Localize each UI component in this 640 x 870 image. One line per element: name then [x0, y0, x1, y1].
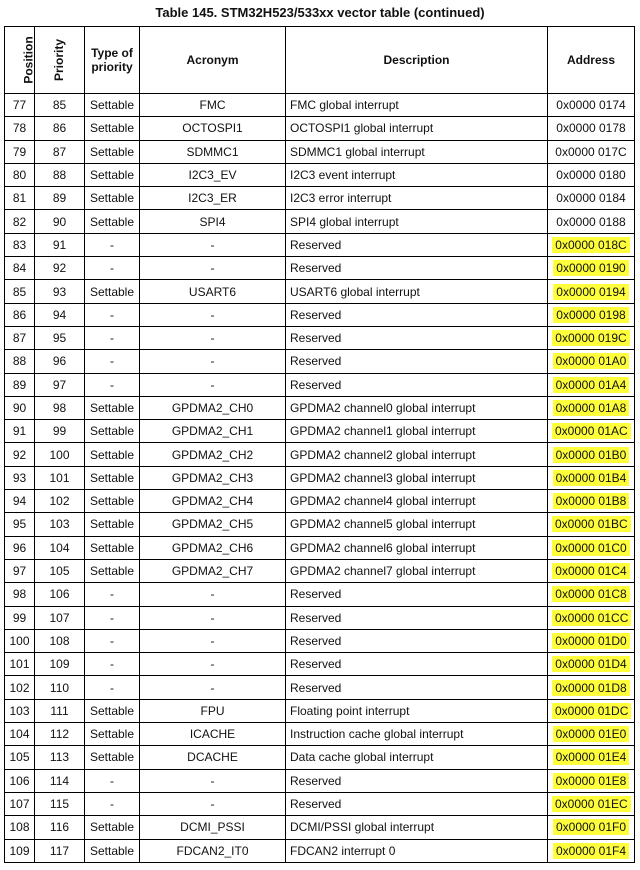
table-row [5, 187, 635, 210]
cell-description: FMC global interrupt [286, 94, 548, 117]
cell-position: 103 [5, 699, 35, 722]
cell-position: 84 [5, 257, 35, 280]
table-row [5, 94, 635, 117]
cell-position: 108 [5, 816, 35, 839]
cell-priority: 103 [35, 513, 85, 536]
address-highlight: 0x0000 019C [552, 330, 629, 346]
address-highlight: 0x0000 01C4 [552, 563, 629, 579]
table-row [5, 653, 635, 676]
cell-type: - [85, 350, 140, 373]
cell-description: Reserved [286, 303, 548, 326]
cell-address [548, 723, 635, 746]
address-highlight: 0x0000 018C [552, 237, 629, 253]
cell-priority: 105 [35, 559, 85, 582]
cell-acronym: - [140, 583, 286, 606]
cell-acronym: I2C3_EV [140, 163, 286, 186]
cell-acronym: USART6 [140, 280, 286, 303]
address-highlight: 0x0000 01D4 [552, 656, 629, 672]
cell-priority: 104 [35, 536, 85, 559]
table-row [5, 117, 635, 140]
header-address: Address [548, 27, 635, 94]
cell-acronym: - [140, 303, 286, 326]
cell-position: 85 [5, 280, 35, 303]
cell-type: Settable [85, 839, 140, 862]
cell-position: 97 [5, 559, 35, 582]
cell-description: Reserved [286, 606, 548, 629]
cell-priority: 90 [35, 210, 85, 233]
cell-type: Settable [85, 490, 140, 513]
cell-position: 104 [5, 723, 35, 746]
cell-priority: 99 [35, 420, 85, 443]
cell-priority: 107 [35, 606, 85, 629]
cell-address [548, 583, 635, 606]
cell-address [548, 117, 635, 140]
cell-description: SPI4 global interrupt [286, 210, 548, 233]
address-value: 0x0000 0178 [556, 121, 626, 136]
cell-type: Settable [85, 699, 140, 722]
cell-description: Reserved [286, 350, 548, 373]
cell-address [548, 94, 635, 117]
cell-type: Settable [85, 420, 140, 443]
table-row [5, 746, 635, 769]
cell-type: Settable [85, 536, 140, 559]
table-row [5, 583, 635, 606]
cell-description: Data cache global interrupt [286, 746, 548, 769]
cell-position: 77 [5, 94, 35, 117]
cell-priority: 111 [35, 699, 85, 722]
cell-priority: 101 [35, 466, 85, 489]
cell-priority: 88 [35, 163, 85, 186]
address-value: 0x0000 0174 [556, 98, 626, 113]
cell-description: Reserved [286, 373, 548, 396]
cell-description: GPDMA2 channel4 global interrupt [286, 490, 548, 513]
cell-acronym: FDCAN2_IT0 [140, 839, 286, 862]
cell-priority: 86 [35, 117, 85, 140]
address-highlight: 0x0000 01E0 [553, 726, 630, 742]
cell-type: Settable [85, 187, 140, 210]
table-row [5, 816, 635, 839]
table-row [5, 373, 635, 396]
header-position [5, 27, 35, 94]
cell-priority: 85 [35, 94, 85, 117]
cell-acronym: - [140, 350, 286, 373]
cell-description: Reserved [286, 653, 548, 676]
cell-position: 96 [5, 536, 35, 559]
cell-type: - [85, 606, 140, 629]
cell-position: 91 [5, 420, 35, 443]
cell-type: Settable [85, 746, 140, 769]
table-row [5, 210, 635, 233]
cell-address [548, 326, 635, 349]
header-description: Description [286, 27, 548, 94]
cell-type: Settable [85, 559, 140, 582]
cell-priority: 117 [35, 839, 85, 862]
address-highlight: 0x0000 01A8 [553, 400, 630, 416]
cell-type: - [85, 769, 140, 792]
cell-description: Reserved [286, 629, 548, 652]
cell-address [548, 816, 635, 839]
header-priority-label: Priority [52, 38, 67, 82]
cell-description: GPDMA2 channel0 global interrupt [286, 396, 548, 419]
cell-priority: 96 [35, 350, 85, 373]
address-highlight: 0x0000 01F0 [553, 819, 629, 835]
cell-description: USART6 global interrupt [286, 280, 548, 303]
table-row [5, 559, 635, 582]
address-highlight: 0x0000 01DC [552, 703, 631, 719]
table-caption: Table 145. STM32H523/533xx vector table (continued) [155, 5, 485, 20]
cell-acronym: - [140, 257, 286, 280]
cell-address [548, 396, 635, 419]
address-highlight: 0x0000 0198 [553, 307, 628, 323]
cell-address [548, 536, 635, 559]
address-highlight: 0x0000 01A4 [553, 377, 630, 393]
address-highlight: 0x0000 01E4 [553, 749, 630, 765]
cell-type: Settable [85, 117, 140, 140]
cell-position: 90 [5, 396, 35, 419]
table-row [5, 490, 635, 513]
cell-type: Settable [85, 140, 140, 163]
cell-acronym: GPDMA2_CH5 [140, 513, 286, 536]
address-value: 0x0000 0180 [556, 168, 626, 183]
cell-position: 95 [5, 513, 35, 536]
table-row [5, 350, 635, 373]
cell-position: 88 [5, 350, 35, 373]
address-highlight: 0x0000 01B0 [553, 447, 630, 463]
cell-acronym: FPU [140, 699, 286, 722]
cell-description: I2C3 event interrupt [286, 163, 548, 186]
address-value: 0x0000 017C [555, 144, 627, 159]
cell-position: 99 [5, 606, 35, 629]
address-highlight: 0x0000 01D8 [552, 680, 629, 696]
cell-priority: 108 [35, 629, 85, 652]
cell-type: - [85, 257, 140, 280]
cell-priority: 106 [35, 583, 85, 606]
cell-priority: 110 [35, 676, 85, 699]
cell-priority: 116 [35, 816, 85, 839]
cell-acronym: - [140, 233, 286, 256]
table-row [5, 396, 635, 419]
cell-description: Instruction cache global interrupt [286, 723, 548, 746]
cell-priority: 93 [35, 280, 85, 303]
cell-priority: 102 [35, 490, 85, 513]
cell-priority: 92 [35, 257, 85, 280]
address-highlight: 0x0000 01BC [552, 516, 631, 532]
header-position-label: Position [21, 36, 36, 84]
cell-type: - [85, 629, 140, 652]
cell-address [548, 233, 635, 256]
table-row [5, 513, 635, 536]
cell-acronym: GPDMA2_CH7 [140, 559, 286, 582]
table-row [5, 233, 635, 256]
cell-type: - [85, 653, 140, 676]
cell-position: 80 [5, 163, 35, 186]
cell-position: 109 [5, 839, 35, 862]
cell-address [548, 303, 635, 326]
cell-address [548, 653, 635, 676]
cell-address [548, 373, 635, 396]
cell-position: 78 [5, 117, 35, 140]
address-highlight: 0x0000 01C0 [552, 540, 629, 556]
cell-position: 100 [5, 629, 35, 652]
table-row [5, 280, 635, 303]
table-row [5, 792, 635, 815]
cell-description: SDMMC1 global interrupt [286, 140, 548, 163]
cell-address [548, 746, 635, 769]
cell-type: - [85, 326, 140, 349]
cell-acronym: - [140, 653, 286, 676]
cell-position: 87 [5, 326, 35, 349]
cell-description: GPDMA2 channel1 global interrupt [286, 420, 548, 443]
cell-type: - [85, 676, 140, 699]
address-highlight: 0x0000 01AC [552, 423, 631, 439]
cell-description: Reserved [286, 233, 548, 256]
cell-address [548, 513, 635, 536]
cell-acronym: DCMI_PSSI [140, 816, 286, 839]
cell-type: - [85, 792, 140, 815]
table-body [5, 94, 635, 863]
cell-address [548, 839, 635, 862]
cell-acronym: - [140, 676, 286, 699]
cell-type: Settable [85, 94, 140, 117]
cell-address [548, 350, 635, 373]
table-row [5, 466, 635, 489]
address-highlight: 0x0000 01F4 [553, 843, 629, 859]
cell-type: - [85, 303, 140, 326]
cell-description: Reserved [286, 676, 548, 699]
cell-type: Settable [85, 723, 140, 746]
table-row [5, 629, 635, 652]
cell-address [548, 490, 635, 513]
cell-address [548, 606, 635, 629]
cell-position: 105 [5, 746, 35, 769]
vector-table [4, 26, 635, 863]
cell-priority: 97 [35, 373, 85, 396]
cell-priority: 95 [35, 326, 85, 349]
address-highlight: 0x0000 0194 [553, 284, 628, 300]
cell-acronym: OCTOSPI1 [140, 117, 286, 140]
cell-acronym: GPDMA2_CH6 [140, 536, 286, 559]
cell-priority: 89 [35, 187, 85, 210]
table-row [5, 443, 635, 466]
cell-type: Settable [85, 210, 140, 233]
cell-address [548, 676, 635, 699]
address-highlight: 0x0000 0190 [553, 260, 628, 276]
cell-acronym: GPDMA2_CH2 [140, 443, 286, 466]
address-highlight: 0x0000 01CC [552, 610, 631, 626]
cell-acronym: GPDMA2_CH0 [140, 396, 286, 419]
cell-type: - [85, 233, 140, 256]
cell-position: 79 [5, 140, 35, 163]
cell-address [548, 629, 635, 652]
table-row [5, 676, 635, 699]
cell-address [548, 163, 635, 186]
cell-priority: 87 [35, 140, 85, 163]
cell-description: Reserved [286, 257, 548, 280]
cell-description: GPDMA2 channel7 global interrupt [286, 559, 548, 582]
table-row [5, 606, 635, 629]
table-row [5, 326, 635, 349]
cell-acronym: GPDMA2_CH1 [140, 420, 286, 443]
cell-priority: 109 [35, 653, 85, 676]
cell-type: Settable [85, 513, 140, 536]
address-value: 0x0000 0184 [556, 191, 626, 206]
cell-description: Reserved [286, 583, 548, 606]
cell-description: OCTOSPI1 global interrupt [286, 117, 548, 140]
cell-description: GPDMA2 channel6 global interrupt [286, 536, 548, 559]
cell-position: 81 [5, 187, 35, 210]
cell-priority: 112 [35, 723, 85, 746]
cell-acronym: FMC [140, 94, 286, 117]
address-highlight: 0x0000 01B4 [553, 470, 630, 486]
cell-description: Floating point interrupt [286, 699, 548, 722]
table-header-row [5, 27, 635, 94]
cell-description: FDCAN2 interrupt 0 [286, 839, 548, 862]
table-row [5, 769, 635, 792]
cell-acronym: - [140, 769, 286, 792]
cell-acronym: - [140, 326, 286, 349]
cell-position: 106 [5, 769, 35, 792]
cell-acronym: - [140, 373, 286, 396]
cell-position: 101 [5, 653, 35, 676]
cell-type: Settable [85, 816, 140, 839]
cell-priority: 94 [35, 303, 85, 326]
cell-acronym: SDMMC1 [140, 140, 286, 163]
cell-position: 94 [5, 490, 35, 513]
cell-address [548, 280, 635, 303]
cell-description: DCMI/PSSI global interrupt [286, 816, 548, 839]
address-highlight: 0x0000 01EC [552, 796, 631, 812]
cell-position: 89 [5, 373, 35, 396]
cell-position: 107 [5, 792, 35, 815]
address-highlight: 0x0000 01C8 [552, 586, 629, 602]
address-highlight: 0x0000 01D0 [552, 633, 629, 649]
cell-description: GPDMA2 channel2 global interrupt [286, 443, 548, 466]
cell-acronym: SPI4 [140, 210, 286, 233]
cell-description: Reserved [286, 792, 548, 815]
cell-priority: 91 [35, 233, 85, 256]
cell-address [548, 257, 635, 280]
address-value: 0x0000 0188 [556, 214, 626, 229]
cell-position: 83 [5, 233, 35, 256]
table-row [5, 536, 635, 559]
address-highlight: 0x0000 01B8 [553, 493, 630, 509]
cell-acronym: I2C3_ER [140, 187, 286, 210]
table-row [5, 839, 635, 862]
cell-type: Settable [85, 163, 140, 186]
cell-type: Settable [85, 466, 140, 489]
header-acronym: Acronym [140, 27, 286, 94]
cell-position: 102 [5, 676, 35, 699]
cell-address [548, 140, 635, 163]
cell-acronym: - [140, 606, 286, 629]
cell-acronym: GPDMA2_CH4 [140, 490, 286, 513]
cell-address [548, 420, 635, 443]
cell-position: 92 [5, 443, 35, 466]
cell-address [548, 559, 635, 582]
cell-address [548, 769, 635, 792]
cell-type: - [85, 373, 140, 396]
cell-position: 98 [5, 583, 35, 606]
table-row [5, 140, 635, 163]
cell-type: Settable [85, 280, 140, 303]
cell-position: 86 [5, 303, 35, 326]
cell-address [548, 187, 635, 210]
table-row [5, 420, 635, 443]
address-highlight: 0x0000 01E8 [553, 773, 630, 789]
cell-description: GPDMA2 channel5 global interrupt [286, 513, 548, 536]
cell-address [548, 210, 635, 233]
cell-acronym: ICACHE [140, 723, 286, 746]
cell-acronym: - [140, 792, 286, 815]
cell-description: Reserved [286, 769, 548, 792]
cell-type: - [85, 583, 140, 606]
cell-priority: 114 [35, 769, 85, 792]
header-priority [35, 27, 85, 94]
cell-priority: 115 [35, 792, 85, 815]
cell-address [548, 443, 635, 466]
table-row [5, 303, 635, 326]
cell-acronym: DCACHE [140, 746, 286, 769]
cell-address [548, 792, 635, 815]
cell-priority: 98 [35, 396, 85, 419]
cell-description: GPDMA2 channel3 global interrupt [286, 466, 548, 489]
cell-priority: 113 [35, 746, 85, 769]
cell-acronym: - [140, 629, 286, 652]
cell-type: Settable [85, 443, 140, 466]
cell-acronym: GPDMA2_CH3 [140, 466, 286, 489]
table-row [5, 723, 635, 746]
table-row [5, 163, 635, 186]
table-row [5, 699, 635, 722]
cell-description: Reserved [286, 326, 548, 349]
cell-position: 93 [5, 466, 35, 489]
table-row [5, 257, 635, 280]
address-highlight: 0x0000 01A0 [553, 353, 630, 369]
cell-position: 82 [5, 210, 35, 233]
cell-priority: 100 [35, 443, 85, 466]
cell-description: I2C3 error interrupt [286, 187, 548, 210]
cell-address [548, 466, 635, 489]
cell-type: Settable [85, 396, 140, 419]
cell-address [548, 699, 635, 722]
header-type: Type of priority [85, 27, 140, 94]
